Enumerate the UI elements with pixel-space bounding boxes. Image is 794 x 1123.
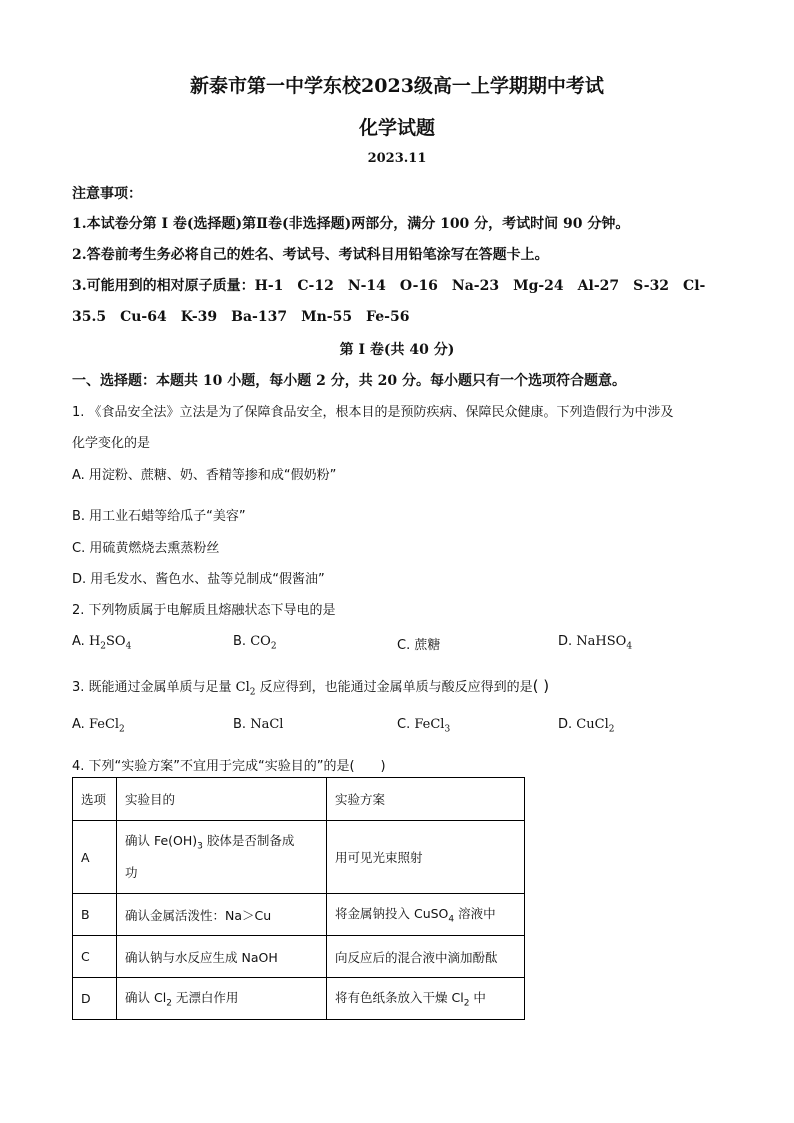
table-row xyxy=(73,936,525,978)
q1-option-d: D. 用毛发水、酱色水、盐等兑制成“假酱油” xyxy=(72,572,325,587)
part1-title: 第 I 卷(共 40 分) xyxy=(339,342,455,358)
q2-label-a: A. xyxy=(72,634,85,649)
q2-label-d: D. xyxy=(558,634,573,649)
notice-item-2: 2.答卷前考生务必将自己的姓名、考试号、考试科目用铅笔涂写在答题卡上。 xyxy=(72,247,549,263)
q3-formula-b: NaCl xyxy=(250,717,284,732)
q2-formula-a: $H_2SO_4$ xyxy=(88,634,132,652)
notice-item-3-cont: 35.5 Cu-64 K-39 Ba-137 Mn-55 Fe-56 xyxy=(72,309,410,325)
q3-option-a xyxy=(72,717,125,735)
table-cell-purpose: 确认钠与水反应生成 NaOH xyxy=(117,936,327,978)
table-cell-plan: 向反应后的混合液中滴加酚酞 xyxy=(327,936,525,978)
q3-cl2: $Cl_2$ xyxy=(235,680,256,698)
exam-subject: 化学试题 xyxy=(358,117,435,139)
exam-date: 2023.11 xyxy=(367,151,427,166)
q3-option-b xyxy=(233,717,283,732)
q2-option-d xyxy=(558,634,632,652)
table-header-row xyxy=(73,778,525,821)
q2-formula-d: NaHSO$_4$ xyxy=(576,634,633,652)
table-cell-plan: 将有色纸条放入干燥 $Cl_2$ 中 xyxy=(327,978,525,1020)
q3-stem: 3. 既能通过金属单质与足量 $Cl_2$ 反应得到，也能通过金属单质与酸反应得到的是( ) xyxy=(72,677,550,698)
q2-option-b xyxy=(233,634,277,652)
table-cell-purpose: 确认 $Cl_2$ 无漂白作用 xyxy=(117,978,327,1020)
notice-item-3: 3.可能用到的相对原子质量：H-1 C-12 N-14 O-16 Na-23 Mg-24 Al-27 S-32 Cl- xyxy=(72,278,706,294)
table-cell-option: B xyxy=(73,894,117,936)
exam-title: 新泰市第一中学东校2023级高一上学期期中考试 xyxy=(190,75,604,97)
q2-stem: 2. 下列物质属于电解质且熔融状态下导电的是 xyxy=(72,603,336,618)
notice-item-1: 1.本试卷分第 I 卷(选择题)第Ⅱ卷(非选择题)两部分，满分 100 分，考试时间 90 分钟。 xyxy=(72,216,630,232)
q4-stem: 4. 下列“实验方案”不宜用于完成“实验目的”的是( ) xyxy=(72,759,386,774)
q3-option-c xyxy=(397,717,450,735)
q1-option-b: B. 用工业石蜡等给瓜子“美容” xyxy=(72,509,246,524)
q3-label-d: D. xyxy=(558,717,573,732)
q3-formula-c: FeCl$_3$ xyxy=(414,717,451,735)
table-cell-plan: 将金属钠投入 CuSO$_4$ 溶液中 xyxy=(327,894,525,936)
q3-label-b: B. xyxy=(233,717,247,732)
q3-option-d xyxy=(558,717,614,735)
table-header-plan: 实验方案 xyxy=(327,778,525,821)
q3-label-a: A. xyxy=(72,717,85,732)
table-cell-plan: 用可见光束照射 xyxy=(327,821,525,894)
table-header-purpose: 实验目的 xyxy=(117,778,327,821)
table-cell-option: A xyxy=(73,821,117,894)
q2-formula-b: $CO_2$ xyxy=(250,634,277,652)
q4-table xyxy=(72,777,525,1020)
table-header-option: 选项 xyxy=(73,778,117,821)
table-cell-option: D xyxy=(73,978,117,1020)
q2-option-a xyxy=(72,634,131,652)
q2-text-c: 蔗糖 xyxy=(414,638,441,653)
table-row xyxy=(73,978,525,1020)
q3-formula-a: FeCl$_2$ xyxy=(88,717,125,735)
section-heading: 一、选择题：本题共 10 小题，每小题 2 分，共 20 分。每小题只有一个选项符合题意。 xyxy=(72,373,626,389)
table-cell-purpose: 确认 $Fe(OH)_3$ 胶体是否制备成 功 xyxy=(117,821,327,894)
q3-label-c: C. xyxy=(397,717,411,732)
q1-stem-line1: 1. 《食品安全法》立法是为了保障食品安全，根本目的是预防疾病、保障民众健康。下列造假行为中涉及 xyxy=(72,405,674,420)
table-cell-purpose: 确认金属活泼性：Na＞Cu xyxy=(117,894,327,936)
q3-formula-d: CuCl$_2$ xyxy=(576,717,615,735)
notice-heading: 注意事项： xyxy=(72,186,142,202)
table-row xyxy=(73,894,525,936)
q2-option-c xyxy=(397,634,440,653)
q3-answer-paren: ( ) xyxy=(532,677,550,695)
q2-label-b: B. xyxy=(233,634,247,649)
q1-option-c: C. 用硫黄燃烧去熏蒸粉丝 xyxy=(72,541,220,556)
q1-stem-line2: 化学变化的是 xyxy=(72,436,151,451)
table-row xyxy=(73,821,525,894)
q1-option-a: A. 用淀粉、蔗糖、奶、香精等掺和成“假奶粉” xyxy=(72,468,337,483)
table-cell-option: C xyxy=(73,936,117,978)
q2-label-c: C. xyxy=(397,638,411,653)
